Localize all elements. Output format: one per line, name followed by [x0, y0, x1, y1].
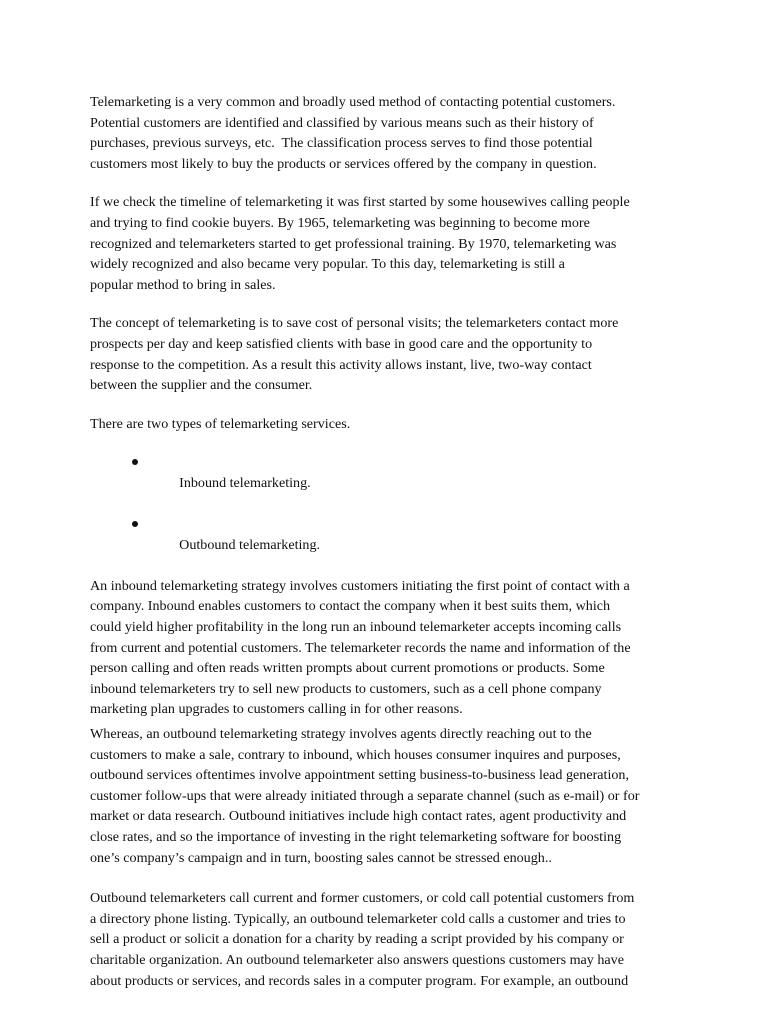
text-line: customers to make a sale, contrary to inbound, which houses consumer inquires and purposes, — [90, 746, 621, 763]
text-line: one’s company’s campaign and in turn, boosting sales cannot be stressed enough.. — [90, 849, 552, 866]
paragraph-spacer — [90, 868, 686, 888]
text-line: There are two types of telemarketing services. — [90, 415, 351, 432]
text-line: could yield higher profitability in the long run an inbound telemarketer accepts incoming calls — [90, 619, 622, 636]
text-line: person calling and often reads written prompts about current promotions or products. Some — [90, 660, 605, 677]
text-line: Whereas, an outbound telemarketing strategy involves agents directly reaching out to the — [90, 726, 592, 743]
text-line: Telemarketing is a very common and broadly used method of contacting potential customers. — [90, 94, 616, 110]
text-line: a directory phone listing. Typically, an outbound telemarketer cold calls a customer and tries to — [90, 910, 626, 927]
text-line: from current and potential customers. The telemarketer records the name and information of the — [90, 639, 631, 656]
text-line: response to the competition. As a result this activity allows instant, live, two-way contact — [90, 356, 592, 373]
bullet-icon — [132, 521, 138, 527]
text-line: popular method to bring in sales. — [90, 276, 276, 293]
paragraph-spacer — [90, 396, 686, 414]
text-line: sell a product or solicit a donation for a charity by reading a script provided by his company or — [90, 931, 624, 948]
paragraph-spacer — [90, 295, 686, 313]
text-line: Potential customers are identified and classified by various means such as their history of — [90, 114, 594, 131]
paragraph-spacer — [90, 174, 686, 192]
text-line: recognized and telemarketers started to get professional training. By 1970, telemarketing was — [90, 235, 617, 252]
paragraph-inbound — [90, 576, 686, 720]
text-line: Outbound telemarketers call current and former customers, or cold call potential customers from — [90, 890, 635, 907]
text-line: widely recognized and also became very popular. To this day, telemarketing is still a — [90, 256, 565, 273]
text-line: and trying to find cookie buyers. By 1965, telemarketing was beginning to become more — [90, 214, 590, 231]
text-line: about products or services, and records sales in a computer program. For example, an outbound — [90, 972, 629, 989]
text-line: charitable organization. An outbound telemarketer also answers questions customers may have — [90, 951, 624, 968]
text-line: marketing plan upgrades to customers calling in for other reasons. — [90, 701, 463, 718]
paragraph-intro — [90, 92, 686, 174]
text-line: An inbound telemarketing strategy involves customers initiating the first point of contact with a — [90, 577, 630, 594]
text-line: between the supplier and the consumer. — [90, 377, 313, 394]
text-line: prospects per day and keep satisfied clients with base in good care and the opportunity to — [90, 335, 593, 352]
bullet-label: Inbound telemarketing. — [179, 474, 311, 491]
paragraph-timeline — [90, 192, 686, 295]
paragraph-outbound-telemarketers — [90, 888, 686, 991]
text-line: The concept of telemarketing is to save cost of personal visits; the telemarketers contact more — [90, 315, 619, 332]
paragraph-spacer — [90, 434, 686, 452]
bullet-icon — [132, 459, 138, 465]
paragraph-types — [90, 414, 686, 435]
bullet-label: Outbound telemarketing. — [179, 536, 321, 553]
document-page — [90, 92, 686, 991]
bullet-item — [90, 452, 686, 514]
text-line: customers most likely to buy the products or services offered by the company in question. — [90, 155, 597, 172]
text-line: market or data research. Outbound initiatives include high contact rates, agent productivity and — [90, 808, 627, 825]
paragraph-concept — [90, 313, 686, 395]
text-line: inbound telemarketers try to sell new products to customers, such as a cell phone company — [90, 680, 602, 697]
text-line: close rates, and so the importance of investing in the right telemarketing software for boosting — [90, 829, 622, 845]
paragraph-outbound-strategy — [90, 724, 686, 868]
text-line: purchases, previous surveys, etc. The classification process serves to find those potential — [90, 135, 593, 152]
bullet-item — [90, 514, 686, 576]
text-line: customer follow-ups that were already initiated through a separate channel (such as e-mail) or for — [90, 787, 640, 804]
text-line: If we check the timeline of telemarketing it was first started by some housewives calling people — [90, 194, 630, 211]
text-line: outbound services oftentimes involve appointment setting business-to-business lead generation, — [90, 767, 629, 784]
text-line: company. Inbound enables customers to contact the company when it best suits them, which — [90, 598, 611, 615]
bullet-list — [90, 452, 686, 576]
